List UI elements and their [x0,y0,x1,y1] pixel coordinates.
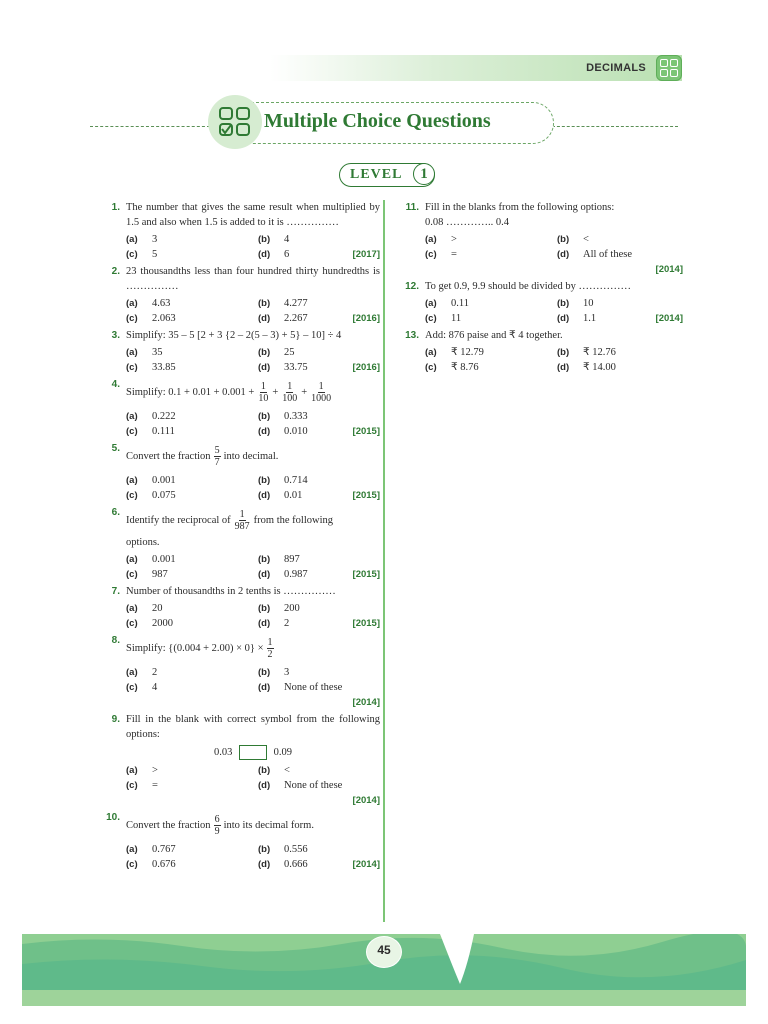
option-key: (a) [126,475,138,486]
exam-year: [2014] [352,859,380,871]
exam-year: [2016] [352,362,380,373]
question-text: To get 0.9, 9.9 should be divided by …………… [425,281,632,292]
option-b: 897 [284,554,300,565]
question-text-part: Convert the fraction [126,450,211,462]
question-text [126,441,380,471]
option-key: (d) [557,313,570,324]
question-text-part: into its decimal form. [223,819,314,831]
option-d: 33.75 [284,362,308,373]
option-key: (d) [258,859,271,871]
option-d: All of these [583,249,632,260]
option-b: 10 [583,298,594,309]
option-key: (a) [126,347,138,358]
option-key: (c) [126,362,138,373]
question-item [397,279,683,326]
question-number: 2. [111,266,120,277]
option-a: 0.001 [152,475,176,486]
option-key: (c) [425,362,437,373]
option-c: 2.063 [152,313,176,324]
banner-dash-left [90,126,210,127]
option-c: 33.85 [152,362,176,373]
option-key: (d) [258,618,271,629]
option-a: 0.11 [451,298,469,309]
exam-year: [2015] [352,618,380,629]
denominator: 987 [234,520,250,532]
question-number: 8. [111,635,120,646]
option-key: (d) [258,569,271,580]
option-b: < [583,234,589,245]
question-number: 5. [111,443,120,454]
question-number: 10. [106,812,120,824]
option-a: > [451,234,457,245]
option-a: ₹ 12.79 [451,347,484,358]
option-d: 0.666 [284,859,308,871]
option-d: 1.1 [583,313,597,324]
numerator: 1 [287,380,293,392]
exam-year: [2017] [352,249,380,260]
option-d: 6 [284,249,290,260]
question-number: 7. [111,586,120,597]
question-number: 3. [111,330,120,341]
option-key: (c) [126,490,138,501]
option-key: (a) [126,844,138,856]
question-number: 4. [111,379,120,390]
question-item [98,633,380,710]
right-column [397,200,683,377]
option-b: 200 [284,603,300,614]
question-item [98,505,380,582]
fraction [267,637,274,660]
option-key: (a) [425,347,437,358]
question-text [126,505,380,535]
section-name: DECIMALS [586,62,646,74]
option-key: (b) [258,234,271,245]
question-number: 9. [111,714,120,725]
denominator: 10 [258,392,269,404]
option-key: (a) [425,298,437,309]
option-a: 3 [152,234,158,245]
banner-dash-right [552,126,678,127]
option-key: (d) [258,682,271,693]
option-key: (c) [126,249,138,260]
question-item [397,200,683,277]
question-number: 12. [405,281,419,292]
plus-sign: + [272,386,279,398]
option-key: (d) [557,249,570,260]
option-a: 0.001 [152,554,176,565]
option-key: (b) [258,765,271,777]
level-label: LEVEL [350,167,403,182]
fraction [257,381,269,404]
option-b: < [284,765,290,777]
question-text: The number that gives the same result when multiplied by 1.5 and also when 1.5 is added to it is …………… [126,202,380,228]
fraction [234,509,251,532]
blank-line [126,745,380,760]
option-d: 0.01 [284,490,303,501]
option-key: (c) [126,569,138,580]
option-key: (c) [126,859,138,871]
option-key: (c) [126,682,138,693]
left-value: 0.03 [214,747,233,758]
option-c: 11 [451,313,462,324]
option-d: 2.267 [284,313,308,324]
option-key: (c) [425,313,437,324]
option-key: (b) [258,603,271,614]
question-text: Simplify: 35 – 5 [2 + 3 {2 – 2(5 – 3) + 5} – 10] ÷ 4 [126,330,342,341]
exam-year: [2015] [352,569,380,580]
option-a: 20 [152,603,163,614]
option-c: 987 [152,569,168,580]
question-item [98,712,380,808]
option-c: 0.676 [152,859,176,871]
question-text-part: into decimal. [223,450,279,462]
question-item [98,810,380,872]
option-b: 4 [284,234,290,245]
option-key: (c) [126,426,138,437]
option-d: ₹ 14.00 [583,362,616,373]
option-key: (c) [126,780,138,792]
option-b: 0.333 [284,411,308,422]
option-key: (b) [557,347,570,358]
option-key: (a) [126,667,138,678]
option-d: None of these [284,682,343,693]
exam-year: [2014] [655,313,683,324]
question-number: 11. [405,202,419,213]
option-key: (d) [258,362,271,373]
option-a: 0.222 [152,411,176,422]
numerator: 6 [214,813,220,825]
denominator: 100 [282,392,298,404]
question-item [98,377,380,439]
option-key: (a) [126,234,138,245]
fraction [214,445,221,468]
option-key: (b) [557,298,570,309]
question-text-part: from the following [253,514,333,526]
exam-year: [2015] [352,490,380,501]
denominator: 2 [267,648,273,660]
option-key: (d) [258,426,271,437]
left-column [98,200,380,874]
option-key: (a) [126,411,138,422]
question-text: Fill in the blank with correct symbol from the following options: [126,714,380,740]
option-b: 0.556 [284,844,308,856]
option-c: 0.075 [152,490,176,501]
option-key: (a) [126,765,138,777]
question-item [98,264,380,326]
fraction [214,814,221,837]
footer-strip [22,990,746,1006]
option-d: None of these [284,780,343,792]
question-text-part: 0.08 ………….. 0.4 [425,217,509,228]
answer-blank [239,745,267,760]
column-divider [383,200,385,922]
numerator: 1 [239,508,245,520]
option-d: 2 [284,618,290,629]
plus-sign: + [301,386,308,398]
checklist-icon [218,106,252,138]
question-item [98,328,380,375]
page-title: Multiple Choice Questions [264,110,491,132]
numerator: 1 [318,380,324,392]
option-b: 4.277 [284,298,308,309]
question-text: Add: 876 paise and ₹ 4 together. [425,330,563,341]
option-a: 0.767 [152,844,176,856]
fraction [310,381,332,404]
numerator: 1 [260,380,266,392]
question-text: 23 thousandths less than four hundred thirty hundredths is …………… [126,266,380,292]
option-key: (d) [258,313,271,324]
option-a: 35 [152,347,163,358]
right-value: 0.09 [273,747,292,758]
option-a: 2 [152,667,158,678]
question-item [98,584,380,631]
option-key: (b) [258,554,271,565]
numerator: 1 [267,636,273,648]
question-number: 6. [111,507,120,518]
denominator: 7 [214,456,220,468]
question-text: Number of thousandths in 2 tenths is …………… [126,586,336,597]
option-key: (b) [258,844,271,856]
exam-year: [2014] [655,264,683,275]
question-text-part: Simplify: {(0.004 + 2.00) × 0} × [126,642,264,654]
question-text-part: options. [126,537,160,548]
question-number: 13. [405,330,419,341]
question-text: Fill in the blanks from the following options: [425,202,615,213]
question-text-part: Identify the reciprocal of [126,514,231,526]
option-c: 2000 [152,618,173,629]
option-key: (c) [126,313,138,324]
question-text-part: Simplify: 0.1 + 0.01 + 0.001 + [126,386,255,398]
page-number: 45 [377,943,391,957]
option-d: 0.010 [284,426,308,437]
option-b: 3 [284,667,290,678]
option-d: 0.987 [284,569,308,580]
option-key: (b) [258,475,271,486]
option-c: = [152,780,158,792]
exam-year: [2015] [352,426,380,437]
question-text [126,810,380,840]
fraction [281,381,298,404]
option-key: (c) [425,249,437,260]
option-key: (d) [258,249,271,260]
option-key: (a) [126,603,138,614]
option-key: (b) [258,347,271,358]
exam-year: [2014] [352,795,380,807]
question-item [98,200,380,262]
option-b: 0.714 [284,475,308,486]
question-item [98,441,380,503]
grid-icon [656,55,682,81]
question-number: 1. [111,202,120,213]
option-c: 4 [152,682,158,693]
question-text-part: Convert the fraction [126,819,211,831]
exam-year: [2016] [352,313,380,324]
option-key: (d) [557,362,570,373]
option-b: ₹ 12.76 [583,347,616,358]
option-key: (b) [557,234,570,245]
denominator: 1000 [311,392,332,404]
question-item [397,328,683,375]
question-text [126,633,380,663]
option-c: = [451,249,457,260]
option-key: (a) [126,554,138,565]
option-c: 0.111 [152,426,175,437]
option-key: (b) [258,298,271,309]
option-key: (b) [258,411,271,422]
option-key: (b) [258,667,271,678]
exam-year: [2014] [352,697,380,708]
option-a: > [152,765,158,777]
question-text [126,377,380,407]
option-b: 25 [284,347,295,358]
option-key: (c) [126,618,138,629]
option-key: (a) [126,298,138,309]
option-c: ₹ 8.76 [451,362,479,373]
option-c: 5 [152,249,158,260]
option-key: (d) [258,780,271,792]
level-number: 1 [413,163,435,185]
option-a: 4.63 [152,298,171,309]
option-key: (d) [258,490,271,501]
denominator: 9 [214,825,220,837]
option-key: (a) [425,234,437,245]
numerator: 5 [214,444,220,456]
